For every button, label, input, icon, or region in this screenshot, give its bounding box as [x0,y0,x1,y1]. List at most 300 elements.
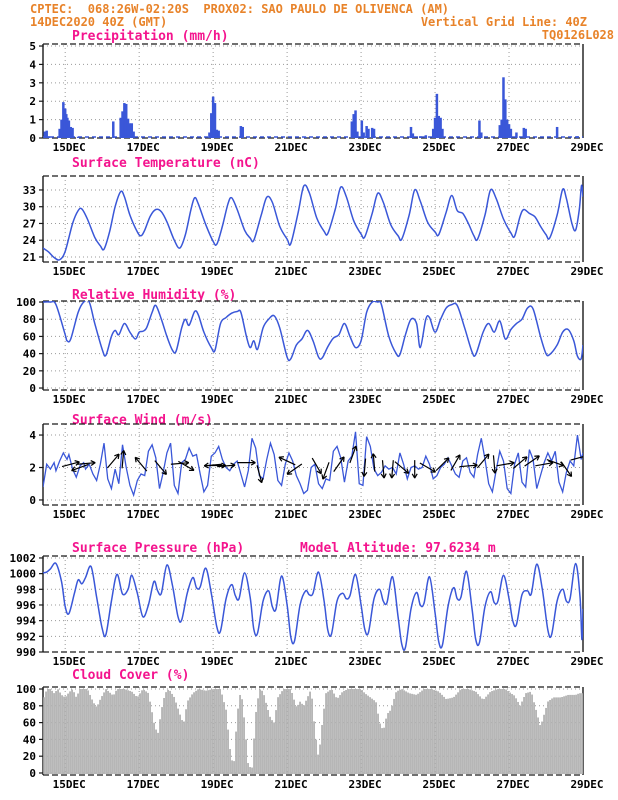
cloud-bar [53,693,55,774]
cloud-bar [315,740,317,774]
cloud-bar [185,709,187,774]
cloud-bar [433,690,435,774]
cloud-bar [241,699,243,774]
wind-direction-arrow [257,465,263,482]
y-tick-label: 100 [16,683,36,697]
cloud-bar [107,691,109,774]
cloud-bar [117,689,119,774]
cloud-bar [43,697,45,774]
cloud-bar [351,689,353,774]
x-tick-label: 23DEC [348,508,382,521]
y-tick-label: 80 [22,313,36,327]
y-tick-label: 996 [16,598,36,612]
x-tick-label: 19DEC [200,393,234,406]
cloud-bar [135,696,137,774]
cloud-bar [527,693,529,774]
cloud-bar [101,696,103,774]
x-tick-label: 21DEC [274,778,308,791]
cloud-bar [65,696,67,774]
cloud-bar [531,695,533,774]
cloud-bar [331,690,333,774]
cloud-bar [77,694,79,774]
x-tick-label: 29DEC [570,141,604,154]
cloud-bar [301,704,303,774]
cloud-bar [421,691,423,774]
cloud-bar [303,705,305,774]
cloud-bar [431,689,433,774]
wind-direction-arrow [492,455,497,473]
cloud-bar [549,700,551,774]
y-tick-label: 40 [22,347,36,361]
precip-bar [556,127,559,138]
x-tick-label: 29DEC [570,265,604,278]
cloud-bar [215,689,217,774]
cloud-bar [563,696,565,774]
precip-bar [367,129,370,138]
cloud-bar [75,697,77,774]
cloud-bar [407,693,409,774]
cloud-bar [297,705,299,774]
cloud-bar [341,692,343,774]
cloud-bar [335,697,337,774]
cloud-bar [195,691,197,774]
cloud-bar [147,693,149,774]
cloud-bar [507,691,509,774]
cloud-bar [483,699,485,774]
panel-surface-pressure [10,552,604,668]
y-tick-label: 4 [29,58,36,72]
cloud-bar [565,696,567,774]
cloud-bar [467,689,469,774]
wind-direction-arrow [451,455,460,471]
cloud-bar [403,690,405,774]
precip-bar [48,136,51,138]
cloud-bar [137,696,139,774]
cloud-bar [329,690,331,774]
header-model-id: TQ0126L028 [541,28,614,42]
cloud-bar [445,699,447,774]
cloud-bar [513,695,515,774]
x-tick-label: 15DEC [52,778,86,791]
cloud-bar [541,722,543,774]
cloud-bar [493,690,495,774]
cloud-bar [569,695,571,774]
cloud-bar [233,761,235,774]
surface-temperature-series [43,185,583,260]
cloud-bar [57,689,59,774]
cloud-bar [161,707,163,774]
x-tick-label: 27DEC [496,265,530,278]
panel-relative-humidity [16,296,603,406]
x-tick-label: 19DEC [200,508,234,521]
cloud-bar [345,690,347,774]
panel-title-humidity: Relative Humidity (%) [72,288,237,303]
cloud-bar [91,699,93,773]
precip-bar [441,129,444,138]
cloud-bar [153,723,155,774]
x-tick-label: 15DEC [52,508,86,521]
x-tick-label: 29DEC [570,508,604,521]
cloud-bar [129,691,131,774]
cloud-bar [115,691,117,774]
cloud-bar [111,695,113,774]
y-tick-label: 990 [16,646,36,659]
cloud-bar [479,696,481,774]
x-tick-label: 25DEC [422,393,456,406]
cloud-bar [123,689,125,774]
x-tick-label: 29DEC [570,778,604,791]
surface-temperature-line [43,185,583,260]
panel-precipitation [29,40,603,154]
cloud-bar [543,715,545,774]
x-tick-label: 23DEC [348,778,382,791]
cloud-bar [579,693,581,774]
x-tick-label: 25DEC [422,265,456,278]
cloud-bar [183,722,185,774]
x-tick-label: 27DEC [496,778,530,791]
cloud-bar [409,693,411,774]
cloud-bar [365,694,367,774]
cloud-bar [547,702,549,774]
cloud-bar [377,714,379,774]
cloud-bar [343,691,345,774]
cloud-bar [287,689,289,774]
cloud-bar [281,691,283,774]
cloud-bar [105,689,107,774]
wind-direction-arrow [412,460,417,478]
wind-direction-arrow [107,454,119,468]
cloud-bar [385,719,387,774]
cloud-bar [319,745,321,774]
cloud-bar [441,695,443,774]
cloud-bar [321,725,323,774]
cloud-bar [259,689,261,774]
x-tick-label: 21DEC [274,141,308,154]
cloud-bar [247,763,249,774]
cloud-bar [515,698,517,774]
cloud-bar [159,719,161,774]
cloud-bar [261,691,263,774]
cloud-bar [235,732,237,774]
y-tick-label: 24 [22,234,36,248]
cloud-bar [451,698,453,774]
cloud-bar [373,700,375,774]
cloud-bar [69,691,71,774]
cloud-bar [181,720,183,774]
cloud-bar [405,691,407,774]
cloud-bar [305,701,307,774]
cloud-bar [245,739,247,774]
precip-bar [373,129,376,138]
y-tick-label: 40 [22,733,36,747]
x-tick-label: 25DEC [422,141,456,154]
cloud-bar [249,767,251,774]
cloud-bar [85,689,87,774]
cloud-bar [89,695,91,774]
y-tick-label: 0 [29,132,36,145]
cloud-bar [95,706,97,773]
cloud-bar [271,720,273,774]
cloud-bar [149,702,151,774]
cloud-bar [413,694,415,774]
wind-direction-arrow [571,454,588,460]
cloud-bar [59,693,61,774]
cloud-bar [167,690,169,774]
cloud-bar [201,690,203,774]
cloud-bar [141,690,143,774]
y-tick-label: 1000 [9,567,36,581]
x-tick-label: 25DEC [422,778,456,791]
cloud-bar [555,697,557,774]
cloud-bar [375,702,377,774]
precip-bar [112,121,115,138]
y-tick-label: 3 [29,76,36,90]
cloud-bar [299,702,301,774]
y-tick-label: 1002 [9,551,36,565]
cloud-bar [311,699,313,774]
wind-direction-arrow [287,464,302,474]
cloud-bar [339,695,341,774]
wind-direction-arrow [381,460,386,478]
cloud-bar [443,697,445,774]
cloud-bar [113,694,115,774]
x-tick-label: 17DEC [126,655,160,668]
precip-bar [241,127,244,138]
panel-title-precipitation: Precipitation (mm/h) [72,29,229,44]
cloud-bar [521,702,523,774]
cloud-bar [577,694,579,774]
wind-direction-arrow [496,461,514,466]
precip-bar [217,131,220,138]
panel-title-pressure: Surface Pressure (hPa) [72,541,245,556]
x-tick-label: 27DEC [496,141,530,154]
y-tick-label: 100 [16,296,36,310]
cloud-bar [97,704,99,774]
y-tick-label: 2 [29,461,36,475]
cloud-cover-series [43,689,583,774]
cloud-bar [263,695,265,774]
cloud-bar [237,709,239,774]
cloud-bar [533,702,535,774]
cloud-bar [463,689,465,774]
wind-direction-arrow [171,461,189,466]
cloud-bar [203,690,205,774]
precip-bar [419,136,422,138]
cloud-bar [177,709,179,774]
cloud-bar [189,697,191,774]
cloud-bar [71,690,73,774]
cloud-bar [87,690,89,774]
cloud-bar [313,721,315,774]
cloud-bar [131,692,133,774]
x-tick-label: 19DEC [200,265,234,278]
cloud-bar [133,694,135,774]
cloud-bar [511,694,513,774]
panel-title-model-altitude: Model Altitude: 97.6234 m [300,541,496,556]
cloud-bar [63,697,65,774]
cloud-bar [553,697,555,774]
x-tick-label: 17DEC [126,508,160,521]
wind-direction-arrow [477,454,489,468]
cloud-bar [155,730,157,774]
cloud-bar [399,690,401,774]
cloud-bar [353,689,355,774]
cloud-bar [217,689,219,774]
cloud-bar [169,691,171,774]
x-tick-label: 27DEC [496,508,530,521]
cloud-bar [475,692,477,774]
cloud-bar [561,697,563,774]
precip-bar [515,132,518,138]
cloud-bar [485,697,487,774]
cloud-bar [391,706,393,774]
cloud-bar [51,691,53,774]
precip-bar [425,135,428,138]
cloud-bar [571,695,573,774]
cloud-bar [125,690,127,774]
cloud-bar [283,689,285,774]
cloud-bar [525,693,527,774]
cloud-bar [389,711,391,774]
cloud-bar [517,702,519,774]
cloud-bar [171,694,173,774]
precip-bar [412,133,415,138]
y-tick-label: 0 [29,382,36,396]
cloud-bar [275,710,277,774]
cloud-bar [459,690,461,774]
x-tick-label: 17DEC [126,265,160,278]
cloud-bar [495,690,497,774]
cloud-bar [269,717,271,774]
cloud-bar [99,700,101,774]
cloud-bar [151,712,153,774]
cloud-bar [503,689,505,774]
cloud-bar [239,695,241,774]
cloud-bar [411,694,413,774]
x-tick-label: 27DEC [496,655,530,668]
cloud-bar [211,689,213,774]
cloud-bar [437,691,439,774]
precip-bar [510,129,513,138]
x-tick-label: 15DEC [52,655,86,668]
cloud-bar [519,706,521,774]
x-tick-label: 23DEC [348,265,382,278]
precip-bar [362,132,365,138]
cloud-bar [453,697,455,774]
cloud-bar [325,693,327,774]
cloud-bar [291,693,293,774]
x-tick-label: 21DEC [274,265,308,278]
cloud-bar [545,708,547,774]
cloud-bar [501,689,503,774]
cloud-bar [317,755,319,774]
precip-bar [524,129,527,138]
cloud-bar [489,692,491,774]
cloud-bar [119,689,121,774]
panel-cloud-cover [16,683,603,791]
cloud-bar [333,694,335,774]
cloud-bar [573,695,575,774]
y-tick-label: 992 [16,630,36,644]
header-station-line: CPTEC: 068:26W-02:20S PROX02: SAO PAULO DE OLIVENCA (AM) [30,2,450,16]
y-tick-label: 20 [22,364,36,378]
x-tick-label: 23DEC [348,141,382,154]
y-tick-label: 60 [22,716,36,730]
cloud-bar [469,690,471,774]
panel-title-temperature: Surface Temperature (nC) [72,156,260,171]
cloud-bar [221,695,223,774]
wind-direction-arrow [350,446,357,463]
precip-bar [77,137,80,138]
panel-title-cloud-cover: Cloud Cover (%) [72,668,190,683]
cloud-bar [395,692,397,774]
cloud-bar [73,692,75,774]
cloud-bar [205,691,207,774]
cloud-bar [323,709,325,774]
y-tick-label: 4 [29,429,36,443]
y-tick-label: 0 [29,493,36,507]
cloud-bar [423,689,425,774]
header-run-date: 14DEC2020 40Z (GMT) [30,15,168,29]
cloud-bar [47,689,49,774]
precip-bar [304,137,307,138]
cloud-bar [425,689,427,774]
cloud-bar [45,692,47,774]
x-tick-label: 17DEC [126,141,160,154]
cloud-bar [471,690,473,774]
x-tick-label: 27DEC [496,393,530,406]
cloud-bar [227,730,229,774]
cloud-bar [371,699,373,774]
cloud-bar [347,689,349,774]
x-tick-label: 23DEC [348,393,382,406]
cloud-bar [567,695,569,774]
x-tick-label: 17DEC [126,778,160,791]
cloud-bar [551,698,553,774]
x-tick-label: 23DEC [348,655,382,668]
cloud-bar [49,689,51,774]
cloud-bar [67,694,69,774]
wind-direction-arrow [237,460,255,465]
y-tick-label: 20 [22,750,36,764]
cloud-bar [457,692,459,774]
cloud-bar [243,717,245,774]
cloud-bar [273,722,275,774]
cloud-bar [447,699,449,774]
cloud-bar [231,760,233,774]
panel-surface-wind [29,424,603,521]
cloud-bar [193,692,195,774]
x-tick-label: 15DEC [52,393,86,406]
cloud-bar [505,690,507,774]
x-tick-label: 21DEC [274,393,308,406]
cloud-bar [163,698,165,774]
cloud-bar [127,690,129,774]
cloud-bar [429,689,431,774]
cloud-bar [449,698,451,774]
surface-wind-series [43,432,588,495]
cloud-bar [383,728,385,774]
x-tick-label: 17DEC [126,393,160,406]
x-tick-label: 15DEC [52,141,86,154]
surface-pressure-line [43,563,583,650]
cloud-bar [557,697,559,774]
cloud-bar [225,710,227,774]
cloud-bar [55,691,57,774]
x-tick-label: 15DEC [52,265,86,278]
y-tick-label: 2 [29,95,36,109]
cloud-bar [143,690,145,774]
